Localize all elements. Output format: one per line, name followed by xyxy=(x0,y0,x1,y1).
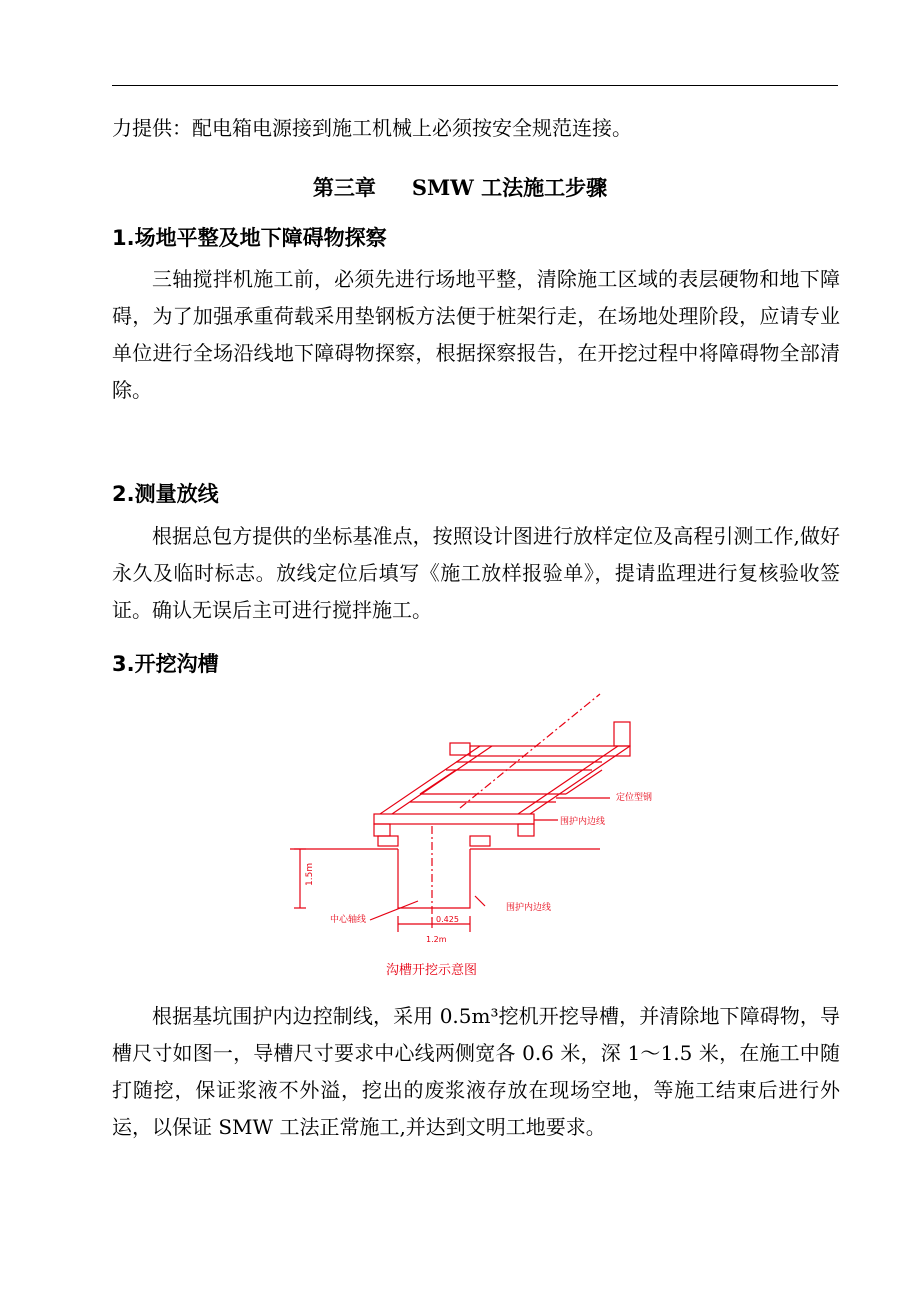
chapter-title xyxy=(0,172,920,202)
label-center-axis: 中心轴线 xyxy=(330,915,367,925)
chapter-name: SMW 工法施工步骤 xyxy=(411,175,608,200)
continuation-paragraph: 力提供：配电箱电源接到施工机械上必须按安全规范连接。 xyxy=(112,116,632,140)
positioning-steel-front xyxy=(374,814,534,824)
section-3-heading: 3.开挖沟槽 xyxy=(112,652,219,676)
header-rule xyxy=(112,85,838,86)
section-3-body: 根据基坑围护内边控制线，采用 0.5m³挖机开挖导槽，并清除地下障碍物，导槽尺寸如图一，导槽尺寸要求中心线两侧宽各 0.6 米，深 1～1.5 米，在施工中随打随挖，保证浆液不外溢，挖出的废浆液存放在现场空地，等施工结束后进行外运，以保证 SMW 工法正常施工,并达到文明工地要求。 xyxy=(112,1004,840,1139)
guide-wall-left xyxy=(378,836,398,846)
trench-outline xyxy=(398,849,470,908)
section-2-body: 根据总包方提供的坐标基准点，按照设计图进行放样定位及高程引测工作,做好永久及临时标志。放线定位后填写《施工放样报验单》，提请监理进行复核验收签证。确认无误后主可进行搅拌施工。 xyxy=(112,524,840,622)
trench-diagram xyxy=(270,688,690,984)
figure-caption: 沟槽开挖示意图 xyxy=(386,963,478,978)
label-positioning-steel: 定位型钢 xyxy=(616,793,653,803)
chapter-number: 第三章 xyxy=(312,175,376,200)
label-inner-line-top: 围护内边线 xyxy=(560,817,606,827)
section-1-body: 三轴搅拌机施工前，必须先进行场地平整，清除施工区域的表层硬物和地下障碍，为了加强承重荷载采用垫钢板方法便于桩架行走，在场地处理阶段，应请专业单位进行全场沿线地下障碍物探察，根据探察报告，在开挖过程中将障碍物全部清除。 xyxy=(112,267,840,402)
section-2-heading: 2.测量放线 xyxy=(112,482,219,506)
label-half-width: 0.425 xyxy=(436,915,459,924)
label-inner-line-bottom: 围护内边线 xyxy=(506,903,552,913)
label-depth: 1.5m xyxy=(305,862,315,886)
guide-wall-right xyxy=(470,836,490,846)
section-1-heading: 1.场地平整及地下障碍物探察 xyxy=(112,226,387,250)
label-width: 1.2m xyxy=(426,935,447,944)
